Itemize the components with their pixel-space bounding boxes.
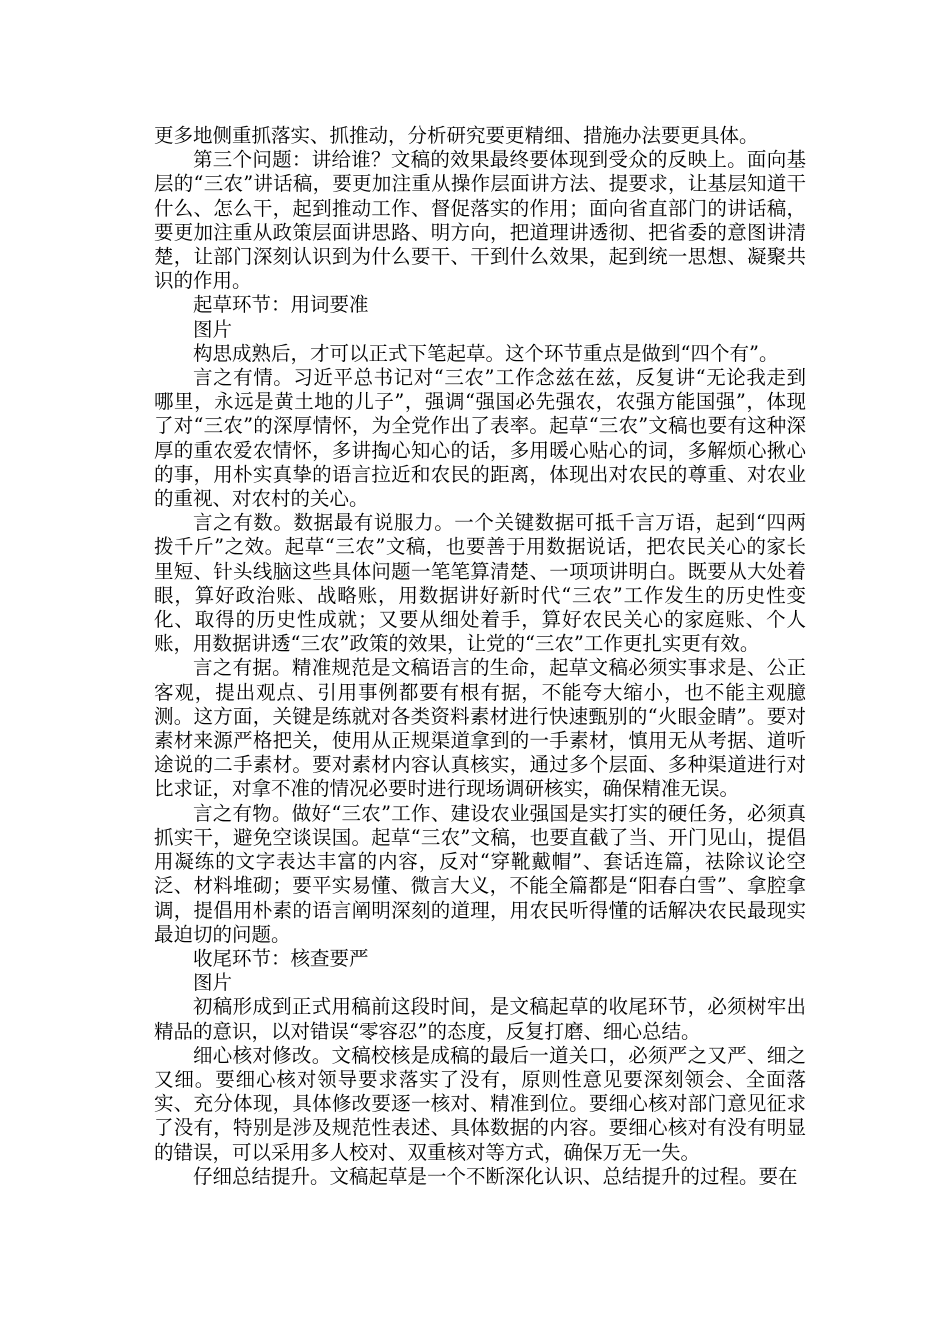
document-body [154,124,806,1189]
paragraph-emotion: 言之有情。习近平总书记对“三农”工作念兹在兹，反复讲“无论我走到哪里，永远是黄土地的儿子”，强调“强国必先强农，农强方能国强”，体现了对“三农”的深厚情怀，为全党作出了表率。起草“三农”文稿也要有这种深厚的重农爱农情怀，多讲掏心知心的话，多用暖心贴心的词，多解烦心揪心的事，用朴实真挚的语言拉近和农民的距离，体现出对农民的尊重、对农业的重视、对农村的关心。 [154,366,806,511]
paragraph-question-three: 第三个问题：讲给谁？文稿的效果最终要体现到受众的反映上。面向基层的“三农”讲话稿，要更加注重从操作层面讲方法、提要求，让基层知道干什么、怎么干，起到推动工作、督促落实的作用；面向省直部门的讲话稿，要更加注重从政策层面讲思路、明方向，把道理讲透彻、把省委的意图讲清楚，让部门深刻认识到为什么要干、干到什么效果，起到统一思想、凝聚共识的作用。 [154,148,806,293]
paragraph-closing-intro: 初稿形成到正式用稿前这段时间，是文稿起草的收尾环节，必须树牢出精品的意识，以对错误“零容忍”的态度，反复打磨、细心总结。 [154,995,806,1043]
paragraph-numbers: 言之有数。数据最有说服力。一个关键数据可抵千言万语，起到“四两拨千斤”之效。起草“三农”文稿，也要善于用数据说话，把农民关心的家长里短、针头线脑这些具体问题一笔笔算清楚、一项项讲明白。既要从大处着眼，算好政治账、战略账，用数据讲好新时代“三农”工作发生的历史性变化、取得的历史性成就；又要从细处着手，算好农民关心的家庭账、个人账，用数据讲透“三农”政策的效果，让党的“三农”工作更扎实更有效。 [154,511,806,656]
section-heading-closing: 收尾环节：核查要严 [193,946,369,970]
image-placeholder-label: 图片 [193,971,233,995]
paragraph-substance: 言之有物。做好“三农”工作、建设农业强国是实打实的硬任务，必须真抓实干，避免空谈误国。起草“三农”文稿，也要直截了当、开门见山，提倡用凝练的文字表达丰富的内容，反对“穿靴戴帽”、套话连篇，祛除议论空泛、材料堆砌；要平实易懂、微言大义，不能全篇都是“阳春白雪”、拿腔拿调，提倡用朴素的语言阐明深刻的道理，用农民听得懂的话解决农民最现实最迫切的问题。 [154,801,806,946]
paragraph-drafting-intro: 构思成熟后，才可以正式下笔起草。这个环节重点是做到“四个有”。 [193,341,779,365]
paragraph-continuation: 更多地侧重抓落实、抓推动，分析研究要更精细、措施办法要更具体。 [154,124,759,147]
paragraph-review: 细心核对修改。文稿校核是成稿的最后一道关口，必须严之又严、细之又细。要细心核对领导要求落实了没有，原则性意见要深刻领会、全面落实、充分体现，具体修改要逐一核对、精准到位。要细心核对部门意见征求了没有，特别是涉及规范性表述、具体数据的内容。要细心核对有没有明显的错误，可以采用多人校对、双重核对等方式，确保万无一失。 [154,1043,806,1164]
section-heading-drafting: 起草环节：用词要准 [193,293,369,317]
paragraph-summary: 仔细总结提升。文稿起草是一个不断深化认识、总结提升的过程。要在 [193,1164,798,1188]
image-placeholder-label: 图片 [193,317,233,341]
paragraph-evidence: 言之有据。精准规范是文稿语言的生命，起草文稿必须实事求是、公正客观，提出观点、引用事例都要有根有据，不能夸大缩小，也不能主观臆测。这方面，关键是练就对各类资料素材进行快速甄别的“火眼金睛”。要对素材来源严格把关，使用从正规渠道拿到的一手素材，慎用无从考据、道听途说的二手素材。要对素材内容认真核实，通过多个层面、多种渠道进行对比求证，对拿不准的情况必要时进行现场调研核实，确保精准无误。 [154,656,806,801]
